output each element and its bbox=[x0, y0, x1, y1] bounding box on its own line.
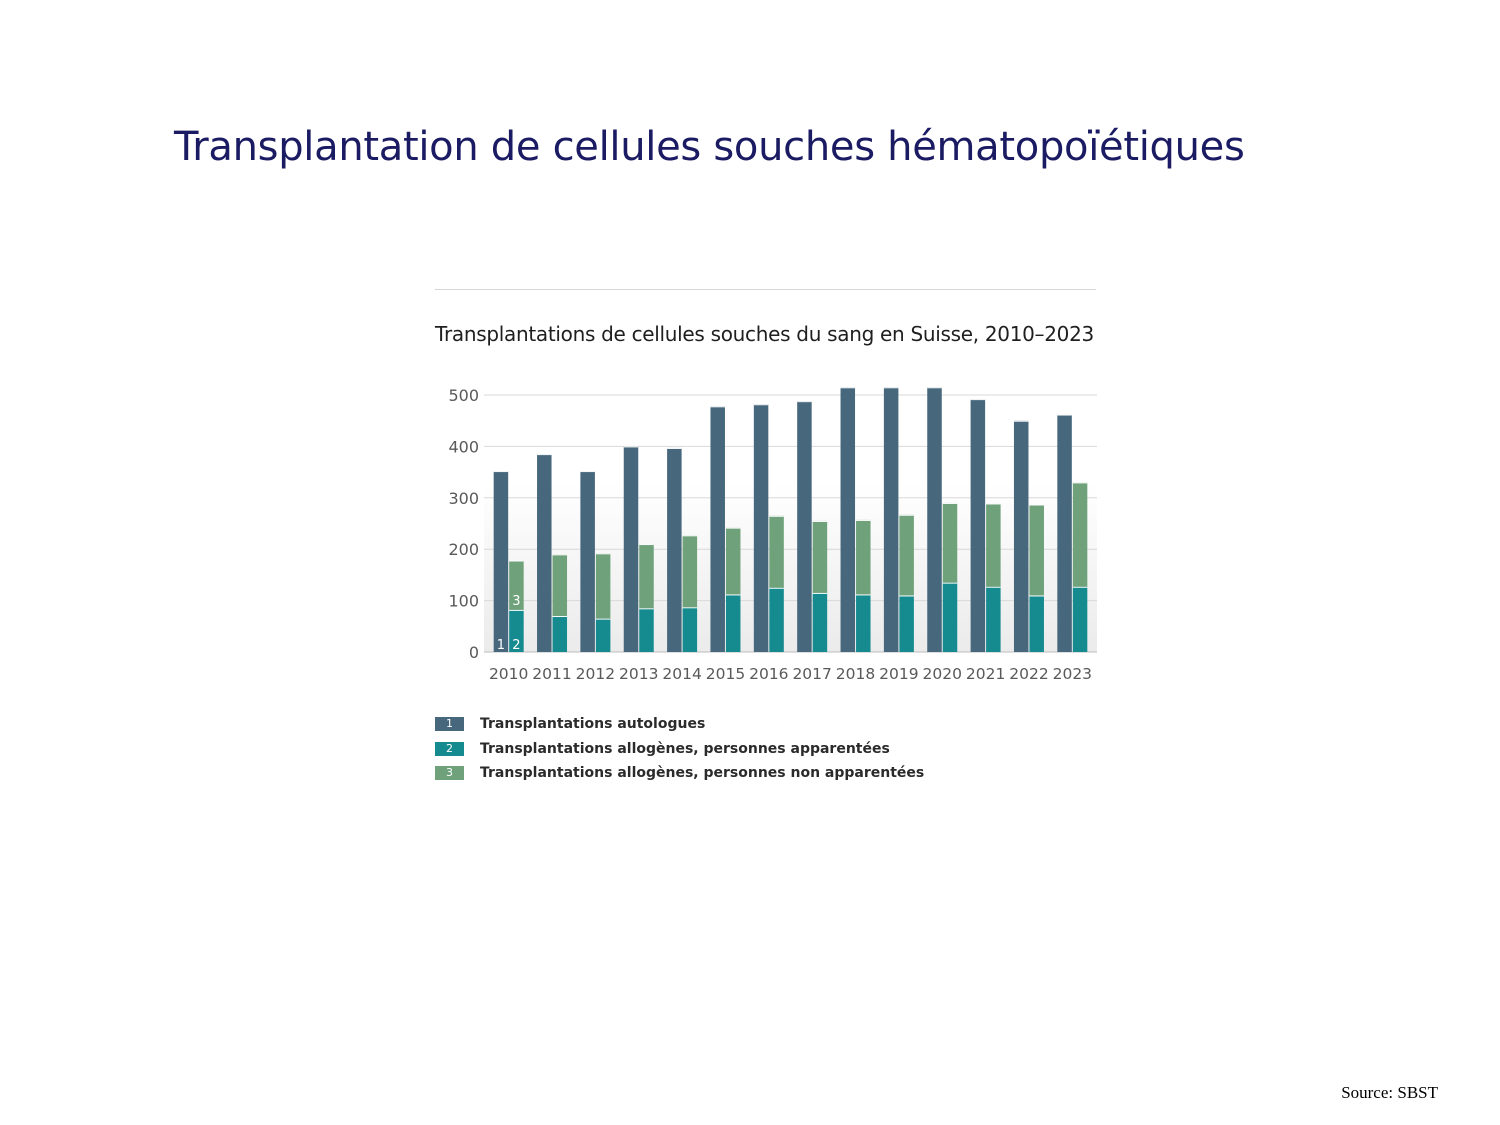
chart-title: Transplantations de cellules souches du sang en Suisse, 2010–2023 bbox=[435, 322, 1094, 346]
bar-3-2021 bbox=[986, 503, 1001, 586]
y-tick-label: 0 bbox=[468, 643, 479, 662]
bar-3-2013 bbox=[639, 544, 654, 608]
y-tick-label: 200 bbox=[448, 540, 479, 560]
bar-3-2015 bbox=[726, 528, 741, 595]
bar-1-2012 bbox=[580, 471, 595, 652]
bar-3-2019 bbox=[899, 515, 914, 596]
bar-1-2015 bbox=[710, 406, 725, 652]
bar-2-2018 bbox=[856, 594, 871, 652]
legend-item-3 bbox=[435, 761, 924, 786]
bar-2-2023 bbox=[1073, 587, 1088, 652]
y-tick-label: 100 bbox=[448, 591, 479, 611]
legend-swatch: 3 bbox=[435, 766, 464, 780]
bar-badge-2: 2 bbox=[512, 638, 521, 653]
bar-3-2016 bbox=[769, 516, 784, 588]
bar-badge-1: 1 bbox=[496, 638, 506, 653]
legend-swatch: 1 bbox=[435, 717, 464, 731]
bar-2-2022 bbox=[1029, 595, 1044, 652]
x-tick-label: 2017 bbox=[792, 665, 832, 683]
x-tick-label: 2015 bbox=[705, 665, 746, 683]
x-tick-label: 2013 bbox=[619, 665, 659, 683]
bar-1-2014 bbox=[667, 448, 682, 652]
bar-badge-3: 3 bbox=[512, 593, 521, 609]
x-tick-label: 2019 bbox=[879, 665, 919, 683]
bar-2-2019 bbox=[899, 595, 914, 652]
bar-3-2014 bbox=[683, 535, 698, 607]
bar-1-2023 bbox=[1057, 415, 1072, 652]
x-tick-label: 2023 bbox=[1052, 665, 1093, 683]
bar-3-2012 bbox=[596, 553, 611, 618]
bar-2-2015 bbox=[726, 594, 741, 652]
plot-background bbox=[484, 393, 1097, 652]
bar-3-2011 bbox=[553, 554, 568, 616]
legend-item-1 bbox=[435, 712, 924, 737]
bar-3-2017 bbox=[813, 521, 828, 593]
bar-3-2023 bbox=[1073, 482, 1088, 586]
legend-label: Transplantations allogènes, personnes non apparentées bbox=[480, 765, 925, 782]
x-tick-label: 2011 bbox=[532, 665, 572, 683]
x-tick-label: 2012 bbox=[575, 665, 616, 683]
bar-1-2016 bbox=[754, 404, 769, 652]
x-tick-label: 2018 bbox=[835, 665, 876, 683]
bar-1-2013 bbox=[624, 446, 639, 652]
bar-1-2017 bbox=[797, 401, 812, 652]
bar-2-2016 bbox=[769, 588, 784, 652]
bar-1-2022 bbox=[1014, 421, 1029, 652]
x-tick-label: 2022 bbox=[1009, 665, 1049, 683]
chart-legend bbox=[435, 712, 924, 786]
bar-3-2020 bbox=[943, 503, 958, 583]
bar-2-2021 bbox=[986, 587, 1001, 652]
x-tick-label: 2016 bbox=[749, 665, 789, 683]
bar-2-2013 bbox=[639, 608, 654, 652]
bar-1-2018 bbox=[841, 387, 856, 652]
bar-2-2014 bbox=[683, 607, 698, 652]
bar-2-2012 bbox=[596, 619, 611, 652]
y-tick-label: 500 bbox=[448, 386, 479, 405]
bar-2-2011 bbox=[553, 616, 568, 652]
bar-1-2011 bbox=[537, 454, 552, 652]
bar-2-2020 bbox=[943, 583, 958, 652]
bar-2-2017 bbox=[813, 593, 828, 652]
bar-1-2020 bbox=[927, 387, 942, 652]
slide-title: Transplantation de cellules souches hématopoïétiques bbox=[174, 124, 1245, 170]
x-tick-label: 2014 bbox=[662, 665, 702, 683]
legend-label: Transplantations allogènes, personnes apparentées bbox=[480, 740, 890, 757]
y-tick-label: 400 bbox=[448, 437, 479, 457]
bar-1-2021 bbox=[971, 399, 986, 652]
x-tick-label: 2020 bbox=[922, 665, 962, 683]
y-tick-label: 300 bbox=[448, 488, 479, 508]
legend-item-2 bbox=[435, 737, 924, 762]
x-tick-label: 2010 bbox=[488, 665, 529, 683]
bar-1-2010 bbox=[494, 471, 509, 652]
bar-3-2018 bbox=[856, 520, 871, 595]
legend-swatch: 2 bbox=[435, 742, 464, 756]
legend-label: Transplantations autologues bbox=[480, 716, 706, 733]
bar-1-2019 bbox=[884, 387, 899, 652]
source-note: Source: SBST bbox=[1341, 1083, 1438, 1102]
bar-3-2022 bbox=[1029, 504, 1044, 595]
x-tick-label: 2021 bbox=[965, 665, 1006, 683]
